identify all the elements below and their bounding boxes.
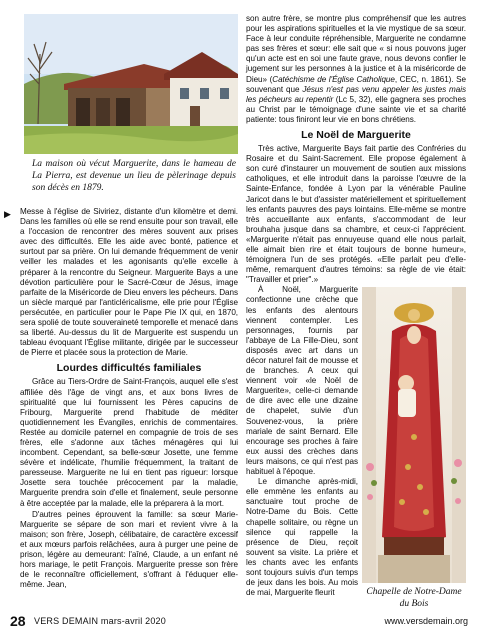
chapel-photo-caption: Chapelle de Notre-Dame du Bois	[366, 587, 462, 609]
statue-wrap-block	[246, 285, 466, 609]
page-footer	[0, 610, 480, 634]
right-paragraph-4: Le dimanche après-midi, elle emmène les enfants au sanctuaire tout proche de Notre-Dame du Bois. Cette chapelle solitaire, ou règne un silence qui rappelle la présence de Dieu, reçoit souvent sa visite. La prière et les chants avec les enfants sont toujours suivis d'un temps de jeux dans les bois. Au mois de mai, Marguerite fleurit	[246, 477, 358, 598]
left-paragraph-1: Messe à l'église de Siviriez, distante d'un kilomètre et demi. Dans les familles où elle se rend ensuite pour son travail, elle a l'occasion de rencontrer des mères souvent aux prises avec des difficultés. Elle les aide avec bonté, patience et surtout par sa prière. On lui demande fréquemment de venir veiller les malades et les agonisants qu'elle excelle à préparer à la rencontre du Seigneur. Marguerite Bays a une dévotion particulière pour le Sacré-Cœur de Jésus, image parfaite de la Miséricorde de Dieu envers les pécheurs. Dans un siècle marqué par l'anticléricalisme, elle prie pour l'Église persécutée, en particulier pour le Pape Pie IX qui, en 1870, sera spolié de toute souveraineté temporelle et menacé dans sa liberté. Au-dessus du lit de Marguerite est suspendu un tableau évoquant l'Église militante, dirigée par le successeur de Pierre et placée sous la protection de Marie.	[20, 207, 238, 358]
section-heading-lourdes: Lourdes difficultés familiales	[56, 362, 202, 375]
house-photo-caption: La maison où vécut Marguerite, dans le hameau de La Pierra, est devenue un lieu de pèlerinage depuis son décès en 1879.	[32, 159, 236, 194]
right-p1-text-b: , CEC, n. 1861). Se souvenant que	[246, 74, 466, 94]
right-p1-text-c: (Lc 5, 32), elle gagnera ses proches au Christ par le témoignage d'une sainte vie et sa charité patiente: tous finiront leur vie en bons chrétiens.	[246, 94, 466, 124]
right-paragraph-1	[246, 14, 466, 125]
chapel-statue-photo	[362, 287, 466, 609]
right-paragraph-2: Très active, Marguerite Bays fait partie des Confréries du Rosaire et du Saint-Sacrement. Elle propose également à son curé d'instaurer un mouvement de soutien aux missions catholiques, et elle introduit dans la paroisse l'œuvre de la Sainte-Enfance, fondée à Lyon par la vénérable Pauline Jaricot dans le but d'assister matériellement et spirituellement les enfants pauvres des pays lointains. Elle-même se montre très accueillante aux enfants, s'accommodant de leur brouhaha jusque dans sa chambre, et ceux-ci l'apprécient. «Marguerite n'était pas ennuyeuse quand elle nous parlait, elle aimait bien rire et était toujours de bonne humeur», témoignera l'un de ses protégés. «Elle parlait peu d'elle-même, remarquent d'autres témoins: sa règle de vie était: "Travailler et prier".»	[246, 144, 466, 285]
left-paragraph-3: D'autres peines éprouvent la famille: sa sœur Marie-Marguerite se sépare de son mari et revient vivre à la maison; son frère, Joseph, célibataire, de caractère excessif et aux mœurs parfois relâchées, aura à purger une peine de prison, légère au demeurant: l'aîné, Claude, a un enfant né hors mariage, le petit François. Marguerite presse son frère de le reconnaître officiellement, s'offrant à l'éduquer elle-même. Jean,	[20, 509, 238, 590]
website-link[interactable]: www.versdemain.org	[384, 616, 468, 626]
right-column	[246, 14, 467, 609]
catechism-reference: Catéchisme de l'Église Catholique	[272, 74, 395, 84]
gospel-quote: Jésus n'est pas venu appeler les justes mais les pécheurs au repentir	[246, 84, 467, 104]
house-photo-illustration	[24, 14, 238, 154]
house-photo	[24, 14, 238, 154]
section-heading-noel: Le Noël de Marguerite	[301, 129, 411, 142]
magazine-issue: VERS DEMAIN mars-avril 2020	[34, 616, 166, 626]
continuation-arrow-icon: ▶	[4, 209, 11, 219]
right-paragraph-3: À Noël, Marguerite confectionne une crèche que les enfants des alentours viennent contempler. Les personnages, fournis par l'abbaye de La Fille-Dieu, sont disposés avec art dans un décor naturel fait de mousse et de branches. A ceux qui viennent voir «le Noël de Marguerite», celle-ci demande de dire avec elle une dizaine de chapelet, suivie d'un Souvenez-vous, la prière mariale de saint Bernard. Elle encourage ses proches à faire eux aussi des crèches dans leurs maisons, ce qui n'est pas habituel à l'époque.	[246, 285, 358, 477]
statue-illustration	[362, 287, 466, 583]
right-p1-text-a: son autre frère, se montre plus compréhensif que les autres pour les aspirations spirituelles et la vie mystique de sa sœur. Face à leur conduite répréhensible, Marguerite ne condamne pas ses frères et sœur: elle sait que « si nous pouvons juger qu'un acte est en soi une faute grave, nous devons confier le jugement sur les personnes à la justice et à la miséricorde de Dieu» (	[246, 14, 466, 84]
left-column	[20, 207, 238, 590]
page-number: 28	[10, 613, 26, 629]
left-paragraph-2: Grâce au Tiers-Ordre de Saint-François, auquel elle s'est affiliée dès l'âge de vingt ans, et aux bons livres de spiritualité que lui fournissent les Pères capucins de Fribourg, Marguerite prend l'habitude de méditer quotidiennement les Évangiles, enrichis de commentaires. Restée au domicile paternel en compagnie de trois de ses frères, elle s'adonne aux tâches ménagères qui lui incombent. Cependant, sa belle-sœur Josette, une femme sévère et indélicate, l'humilie fréquemment, la traitant de paresseuse. Marguerite ne lui en tient pas rigueur: lorsque Josette sera touchée précocement par la maladie, Marguerite prendra soin d'elle et finalement, seule personne à être acceptée par la malade, elle la préparera à la mort.	[20, 377, 238, 508]
